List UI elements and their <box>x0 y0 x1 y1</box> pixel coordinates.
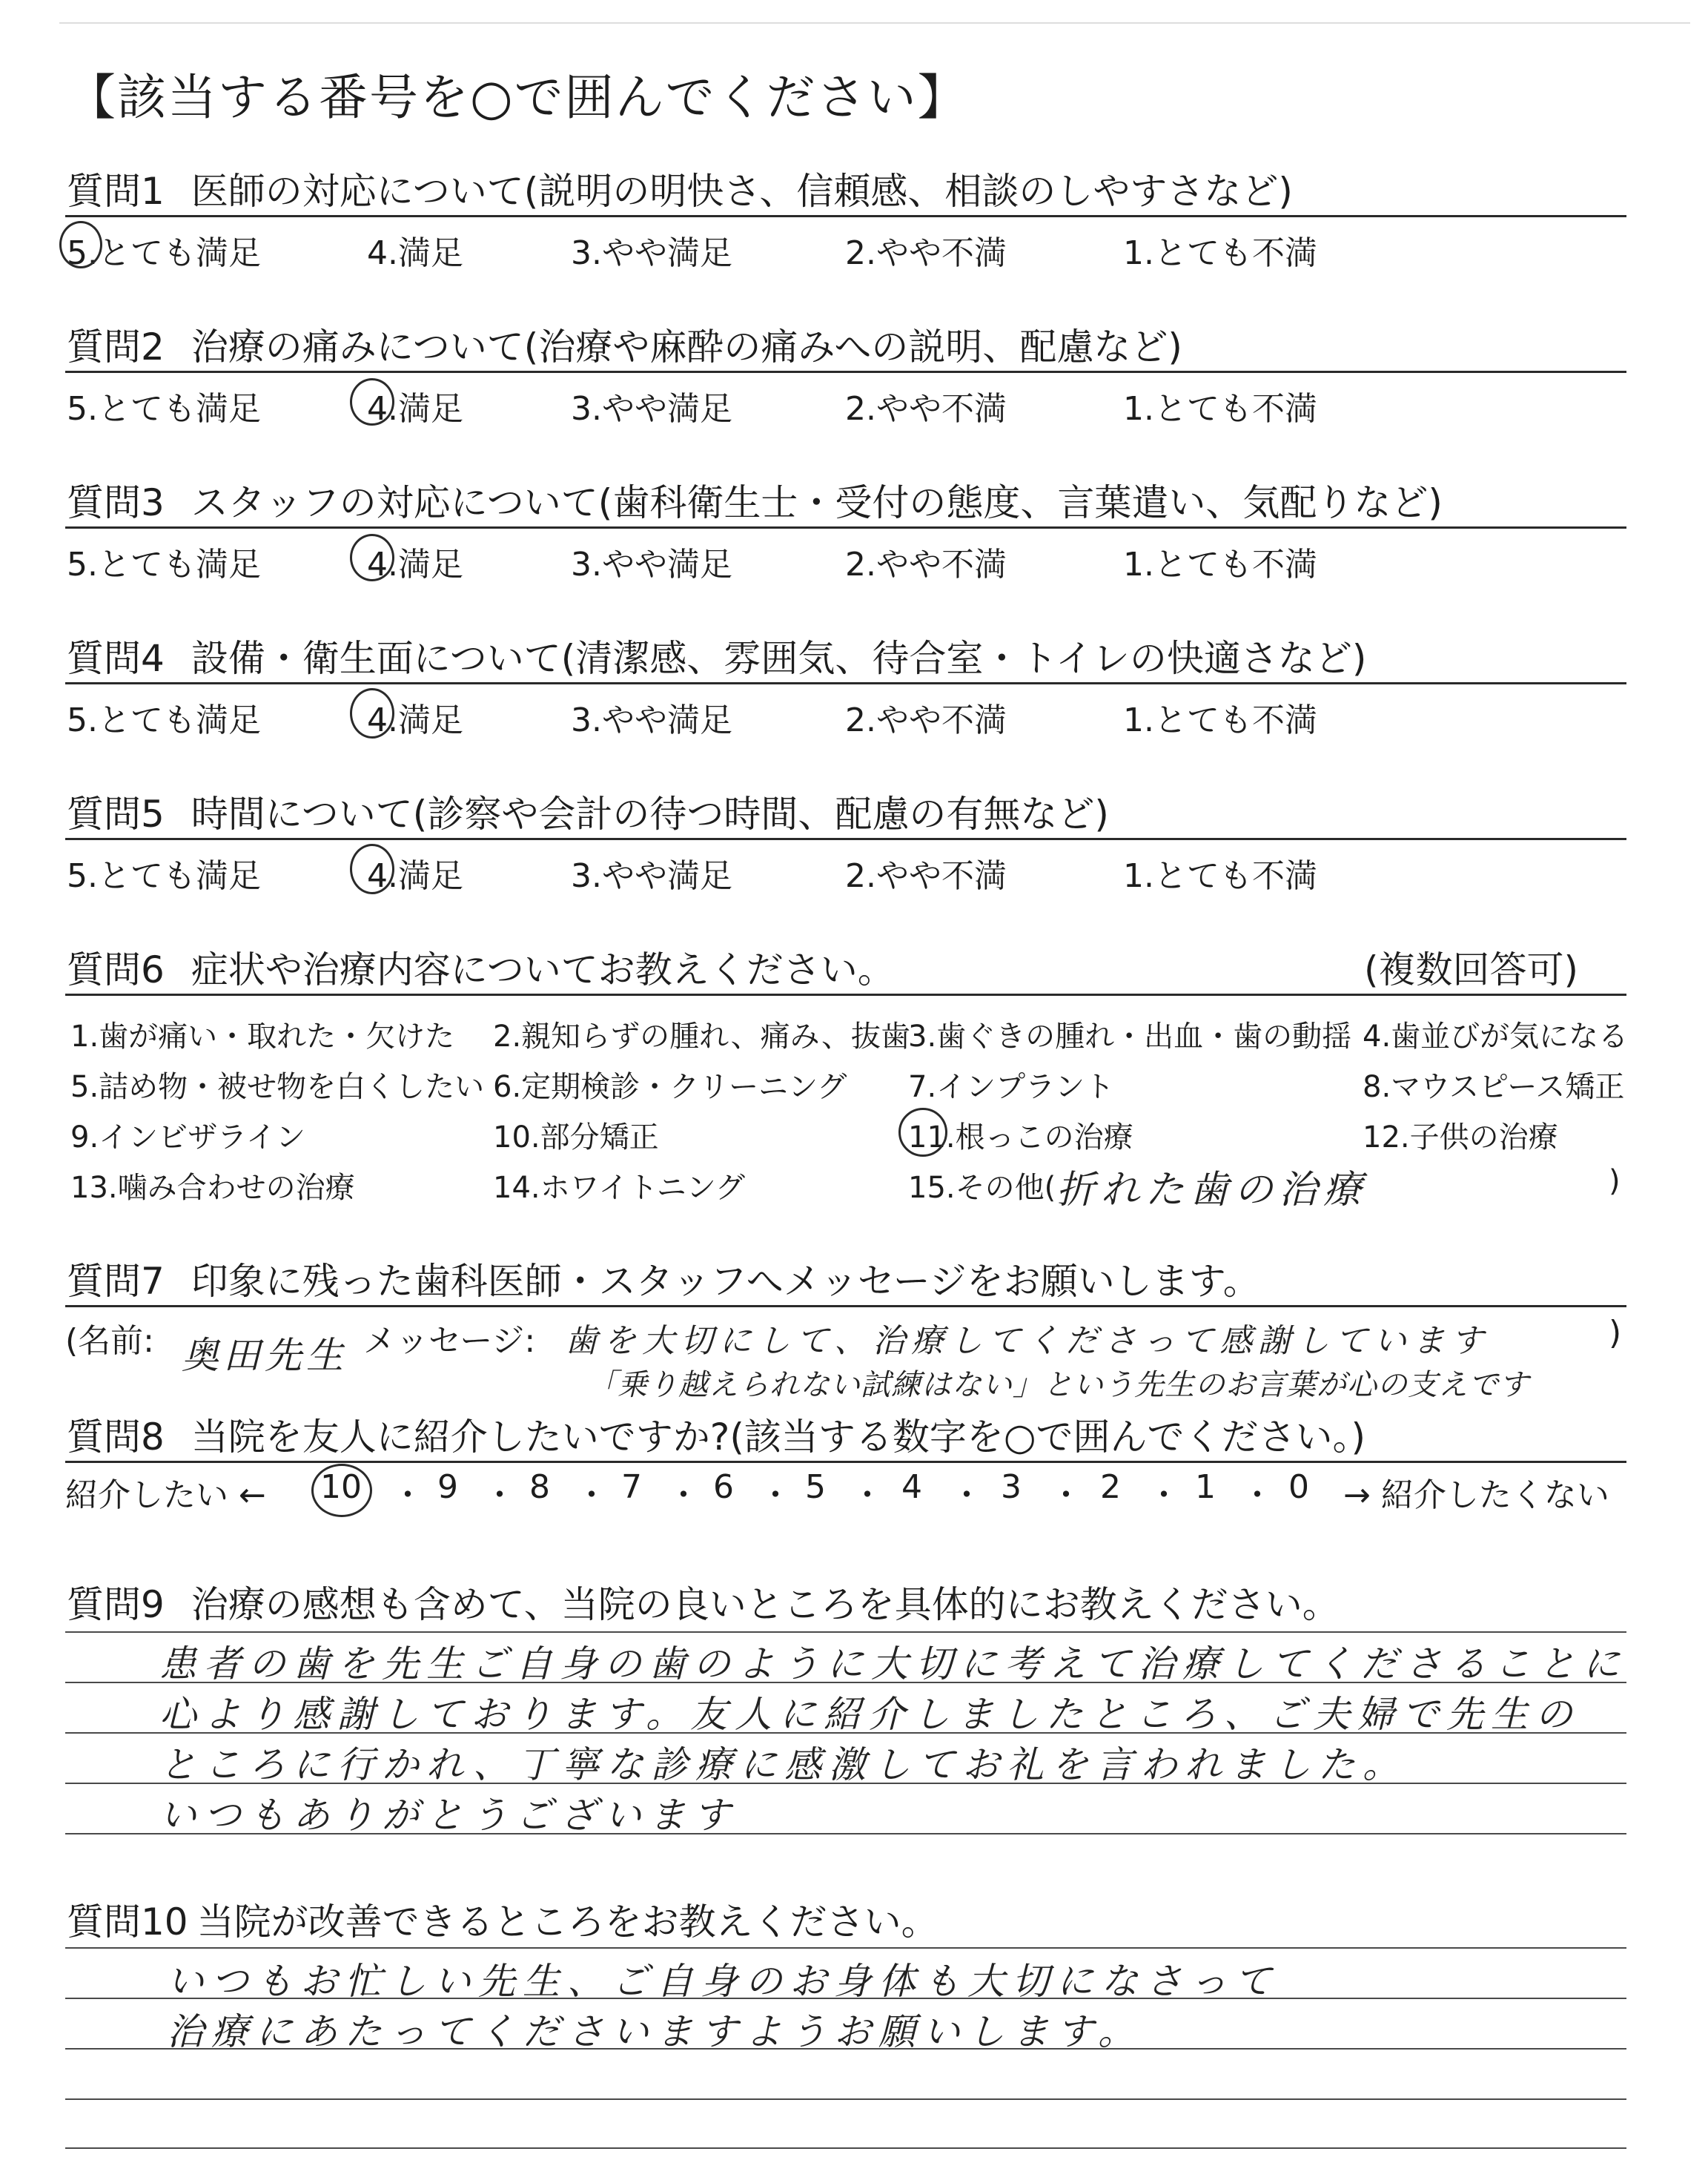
q8-left-label: 紹介したい ← <box>65 1476 266 1514</box>
q9-answer-line-3[interactable]: ところに行かれ、丁寧な診療に感激してお礼を言われました。 <box>159 1743 1407 1786</box>
q8-score-6[interactable]: 6 <box>713 1468 734 1506</box>
q7-close-paren: ) <box>1609 1314 1622 1352</box>
q2-title <box>67 317 1182 371</box>
q4-option-4[interactable]: 4.満足 <box>367 701 463 739</box>
q1-option-1[interactable]: 1.とても不満 <box>1123 234 1317 272</box>
q8-dot: ・ <box>483 1476 516 1514</box>
q6-option-8[interactable]: 8.マウスピース矯正 <box>1363 1070 1625 1104</box>
q6-option-4[interactable]: 4.歯並びが気になる <box>1363 1020 1629 1054</box>
q6-option-10[interactable]: 10.部分矯正 <box>493 1120 659 1155</box>
q1-option-4[interactable]: 4.満足 <box>367 234 463 272</box>
q2-number: 質問2 <box>67 326 165 369</box>
q5-selected-circle <box>350 844 394 894</box>
q6-text: 症状や治療内容についてお教えください。 <box>191 948 895 991</box>
q6-other-handwritten[interactable]: 折れた歯の治療 <box>1056 1168 1368 1212</box>
q3-option-4[interactable]: 4.満足 <box>367 546 463 584</box>
q6-option-3[interactable]: 3.歯ぐきの腫れ・出血・歯の動揺 <box>908 1020 1352 1054</box>
q3-option-3[interactable]: 3.やや満足 <box>571 546 732 584</box>
q3-rule <box>65 526 1626 529</box>
q8-number: 質問8 <box>67 1416 165 1459</box>
q1-option-2[interactable]: 2.やや不満 <box>845 234 1007 272</box>
q7-message-line-1[interactable]: 歯を大切にして、治療してくださって感謝しています <box>565 1322 1490 1360</box>
q6-option-6[interactable]: 6.定期検診・クリーニング <box>493 1070 847 1104</box>
q5-option-2[interactable]: 2.やや不満 <box>845 857 1007 895</box>
q7-message-line-2[interactable]: 「乗り越えられない試練はない」という先生のお言葉が心の支えです <box>587 1368 1529 1402</box>
q1-rule <box>65 215 1626 217</box>
q2-option-3[interactable]: 3.やや満足 <box>571 390 732 428</box>
q10-rule <box>65 1947 1626 1949</box>
q8-selected-circle <box>311 1464 372 1517</box>
q8-title <box>67 1407 1366 1461</box>
q9-text: 治療の感想も含めて、当院の良いところを具体的にお教えください。 <box>191 1583 1340 1626</box>
q6-option-14[interactable]: 14.ホワイトニング <box>493 1171 746 1205</box>
q8-dot: ・ <box>391 1476 424 1514</box>
q8-dot: ・ <box>1148 1476 1180 1514</box>
q8-score-4[interactable]: 4 <box>901 1468 922 1506</box>
q5-option-5[interactable]: 5.とても満足 <box>67 857 261 895</box>
q2-option-5[interactable]: 5.とても満足 <box>67 390 261 428</box>
form-heading: 【該当する番号を○で囲んでください】 <box>67 69 968 126</box>
q6-rule <box>65 994 1626 996</box>
q8-score-0[interactable]: 0 <box>1288 1468 1309 1506</box>
q7-number: 質問7 <box>67 1260 165 1303</box>
q8-dot: ・ <box>1241 1476 1274 1514</box>
q6-option-13[interactable]: 13.噛み合わせの治療 <box>70 1171 355 1205</box>
q6-title <box>67 940 895 994</box>
q8-score-9[interactable]: 9 <box>437 1468 458 1506</box>
q6-option-2[interactable]: 2.親知らずの腫れ、痛み、抜歯 <box>493 1020 910 1054</box>
q8-dot: ・ <box>950 1476 983 1514</box>
q4-number: 質問4 <box>67 637 165 680</box>
q2-text: 治療の痛みについて(治療や麻酔の痛みへの説明、配慮など) <box>191 326 1182 369</box>
q1-title <box>67 162 1293 215</box>
q4-option-3[interactable]: 3.やや満足 <box>571 701 732 739</box>
q6-other-close-paren: ) <box>1609 1164 1621 1198</box>
q3-option-1[interactable]: 1.とても不満 <box>1123 546 1317 584</box>
q5-rule <box>65 838 1626 840</box>
q2-rule <box>65 371 1626 373</box>
q1-option-3[interactable]: 3.やや満足 <box>571 234 732 272</box>
q4-text: 設備・衛生面について(清潔感、雰囲気、待合室・トイレの快適さなど) <box>191 637 1367 680</box>
q3-option-2[interactable]: 2.やや不満 <box>845 546 1007 584</box>
q8-score-10[interactable]: 10 <box>320 1468 362 1506</box>
q5-option-4[interactable]: 4.満足 <box>367 857 463 895</box>
q10-answer-line <box>65 2147 1626 2149</box>
q6-option-1[interactable]: 1.歯が痛い・取れた・欠けた <box>70 1020 455 1054</box>
q8-score-5[interactable]: 5 <box>805 1468 826 1506</box>
q8-dot: ・ <box>667 1476 700 1514</box>
q10-number: 質問10 <box>67 1900 188 1943</box>
q6-number: 質問6 <box>67 948 165 991</box>
q5-title <box>67 785 1109 838</box>
q9-title <box>67 1575 1340 1628</box>
q5-number: 質問5 <box>67 793 165 836</box>
q1-text: 医師の対応について(説明の明快さ、信頼感、相談のしやすさなど) <box>191 170 1293 213</box>
q8-score-7[interactable]: 7 <box>621 1468 642 1506</box>
q8-score-8[interactable]: 8 <box>529 1468 550 1506</box>
q6-option-15[interactable]: 15.その他( <box>908 1171 1056 1205</box>
q9-answer-line-1[interactable]: 患者の歯を先生ご自身の歯のように大切に考えて治療してくださることに <box>159 1642 1627 1685</box>
q6-option-5[interactable]: 5.詰め物・被せ物を白くしたい <box>70 1070 485 1104</box>
q8-score-1[interactable]: 1 <box>1195 1468 1216 1506</box>
q1-number: 質問1 <box>67 170 165 213</box>
q2-option-1[interactable]: 1.とても不満 <box>1123 390 1317 428</box>
q1-selected-circle <box>59 221 102 268</box>
q3-selected-circle <box>350 534 394 581</box>
q9-answer-line-2[interactable]: 心より感謝しております。友人に紹介しましたところ、ご夫婦で先生の <box>159 1693 1580 1736</box>
q10-text: 当院が改善できるところをお教えください。 <box>196 1900 939 1943</box>
q3-title <box>67 473 1443 526</box>
q9-number: 質問9 <box>67 1583 165 1626</box>
q8-right-label: → 紹介したくない <box>1343 1476 1609 1514</box>
q4-title <box>67 629 1366 682</box>
q6-note: (複数回答可) <box>1364 948 1579 991</box>
q2-option-4[interactable]: 4.満足 <box>367 390 463 428</box>
q3-text: スタッフの対応について(歯科衛生士・受付の態度、言葉遣い、気配りなど) <box>191 481 1443 524</box>
q8-dot: ・ <box>851 1476 884 1514</box>
q7-rule <box>65 1305 1626 1307</box>
q5-text: 時間について(診察や会計の待つ時間、配慮の有無など) <box>191 793 1109 836</box>
q6-selected-circle <box>898 1108 947 1157</box>
q4-option-2[interactable]: 2.やや不満 <box>845 701 1007 739</box>
q9-rule <box>65 1631 1626 1633</box>
q7-name-handwritten[interactable]: 奥田先生 <box>182 1334 348 1377</box>
q1-option-5[interactable]: 5.とても満足 <box>67 234 261 272</box>
top-divider <box>59 22 1690 24</box>
q6-option-12[interactable]: 12.子供の治療 <box>1363 1120 1558 1155</box>
q3-option-5[interactable]: 5.とても満足 <box>67 546 261 584</box>
q8-dot: ・ <box>759 1476 792 1514</box>
q6-option-7[interactable]: 7.インプラント <box>908 1070 1115 1104</box>
q4-rule <box>65 682 1626 684</box>
q7-text: 印象に残った歯科医師・スタッフへメッセージをお願いします。 <box>191 1260 1260 1303</box>
q10-answer-line <box>65 2098 1626 2100</box>
q5-option-1[interactable]: 1.とても不満 <box>1123 857 1317 895</box>
q4-selected-circle <box>350 688 394 739</box>
q8-score-2[interactable]: 2 <box>1100 1468 1121 1506</box>
q4-option-1[interactable]: 1.とても不満 <box>1123 701 1317 739</box>
q8-dot: ・ <box>575 1476 608 1514</box>
q9-answer-line-4[interactable]: いつもありがとうございます <box>159 1794 738 1837</box>
q8-dot: ・ <box>1050 1476 1082 1514</box>
q7-message-label: メッセージ: <box>363 1322 536 1360</box>
q4-option-5[interactable]: 5.とても満足 <box>67 701 261 739</box>
q7-title <box>67 1252 1260 1305</box>
q10-answer-line-1[interactable]: いつもお忙しい先生、ご自身のお身体も大切になさって <box>167 1960 1279 2003</box>
q8-score-3[interactable]: 3 <box>1001 1468 1022 1506</box>
q8-rule <box>65 1461 1626 1463</box>
q5-option-3[interactable]: 3.やや満足 <box>571 857 732 895</box>
q3-number: 質問3 <box>67 481 165 524</box>
q7-name-label: (名前: <box>65 1322 154 1360</box>
q2-selected-circle <box>350 378 394 426</box>
q8-text: 当院を友人に紹介したいですか?(該当する数字を○で囲んでください。) <box>191 1416 1366 1459</box>
q10-answer-line-2[interactable]: 治療にあたってくださいますようお願いします。 <box>167 2010 1142 2053</box>
q2-option-2[interactable]: 2.やや不満 <box>845 390 1007 428</box>
q6-option-9[interactable]: 9.インビザライン <box>70 1120 305 1155</box>
q6-option-11[interactable]: 11.根っこの治療 <box>908 1120 1133 1155</box>
q10-title <box>67 1892 939 1946</box>
